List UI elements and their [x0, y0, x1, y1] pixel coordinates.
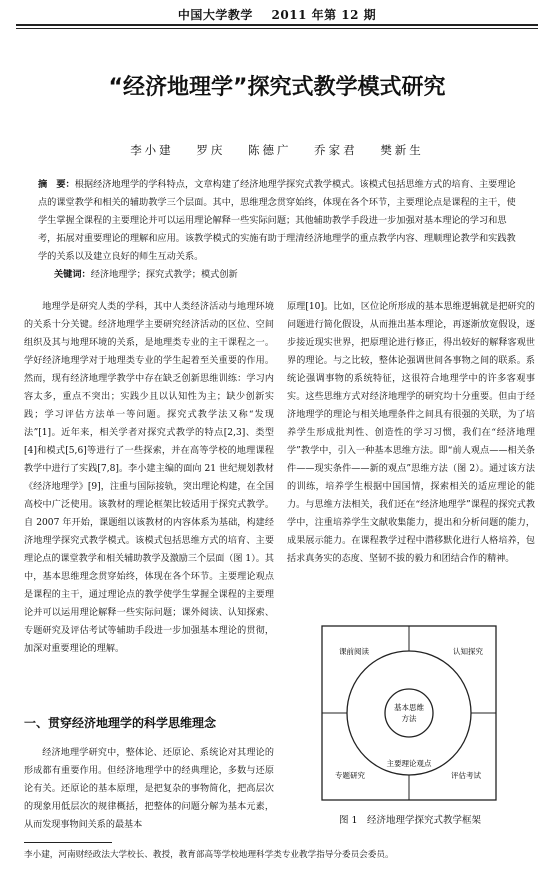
- section-heading: 一、贯穿经济地理学的科学思维理念: [24, 716, 217, 730]
- ring-label: 主要理论观点: [386, 759, 432, 768]
- journal-name: 中国大学教学: [177, 8, 253, 22]
- corner-label-assessment: 评估考试: [451, 771, 481, 780]
- corner-label-pre-reading: 课前阅读: [339, 647, 369, 656]
- author: 李小建: [130, 143, 174, 157]
- author: 罗庆: [196, 143, 226, 157]
- inner-circle: [385, 689, 433, 737]
- figure-caption: 图 1 经济地理学探究式教学框架: [338, 815, 482, 826]
- header-rule-thin: [16, 28, 538, 29]
- author: 樊新生: [380, 143, 424, 157]
- footnote-rule: [24, 842, 112, 843]
- author-list: [0, 142, 554, 158]
- journal-issue: 2011 年第 12 期: [271, 8, 377, 22]
- author-footnote: 李小建，河南财经政法大学校长、教授，教育部高等学校地理科学类专业教学指导分委员会委员。: [24, 850, 394, 860]
- keywords-text: 经济地理学；探究式教学；模式创新: [90, 269, 238, 280]
- corner-label-cognitive-inquiry: 认知探究: [453, 647, 483, 656]
- framework-diagram: [320, 624, 498, 802]
- right-paragraph: 原理[10]。比如，区位论所形成的基本思维逻辑就是把研究的问题进行简化假设，从而推出基本理论，再逐渐放宽假设，逐步接近现实世界，把原理论进行修正，得出较好的解释客观世界的理论。与之比较，整体论强调世间各事物之间的联系。系统论强调事物的系统特征，这很符合地理学中的许多客观事实。这些思维方式对经济地理学的研究均十分重要。但由于经济地理学的理论与相关地理条件之间具有很强的关联，为了培养学生形成批判性、创造性的学习习惯，我们在“经济地理学”教学中，引入一种基本思维方法。即“前人观点——相关条件——现实条件——新的观点”思维方法（图 2）。通过该方法的训练，培养学生根据中国国情，探索相关的适应理论的能力。与思维方法相关，我们还在“经济地理学”课程的探究式教学中，注重培养学生文献收集能力，提出和分析问题的能力，成果展示能力。在课程教学过程中潜移默化进行人格培养，包括求真务实的态度、坚韧不拔的毅力和团结合作的精神。: [287, 302, 535, 564]
- author: 乔家君: [314, 143, 358, 157]
- header-rule: [16, 24, 538, 26]
- intro-paragraph: 地理学是研究人类的学科，其中人类经济活动与地理环境的关系十分关键。经济地理学主要研究经济活动的区位、空间组织及其与地理环境的关系，是地理类专业的主干课程之一。学好经济地理学对于地理类专业的学生起着至关重要的作用。然而，现有经济地理学教学中存在缺乏创新思维训练：学习内容太多，重点不突出；实践少且以认知性为主；缺少创新实践；学习评估方法单一等问题。探究式教学法又称“发现法”[1]。近年来，相关学者对探究式教学的特点[2,3]、类型[4]和模式[5,6]等进行了一些探索，并在高等学校的地理课程教学中进行了实践[7,8]。李小建主编的面向 21 世纪规划教材《经济地理学》[9]，注重与国际接轨，突出理论构建，在全国高校中广泛使用。该教材的理论框架比较适用于探究式教学。自 2007 年开始，课题组以该教材的内容体系为基础，构建经济地理学探究式教学模式。该模式包括思维方式的培育、主要理论点的课堂教学和相关辅助教学及激励三个层面（图 1）。其中，基本思维理念贯穿始终，体现在各个环节。主要理论观点是课程的主干，通过理论点的教学使学生掌握全课程的主要理论并可以运用理论解释一些实际问题；课外阅读、认知探索、专题研究及评估考试等辅助手段进一步加强基本理论的贯彻，加深对重要理论的理解。: [24, 302, 274, 654]
- section-paragraph: 经济地理学研究中，整体论、还原论、系统论对其理论的形成都有重要作用。但经济地理学中的经典理论，多数与还原论有关。还原论的基本原理，是把复杂的事物简化，把高层次的现象用低层次的规律概括，把整体的问题分解为基本元素，从而发现事物间关系的最基本: [24, 748, 274, 830]
- keywords: [54, 266, 514, 280]
- left-column: [24, 298, 274, 658]
- abstract-label: 摘 要：: [38, 179, 75, 190]
- author: 陈德广: [248, 143, 292, 157]
- corner-label-special-research: 专题研究: [335, 771, 365, 780]
- figure-1-diagram: [320, 624, 498, 802]
- journal-header: [0, 6, 554, 23]
- center-label: 基本思维方法: [394, 703, 424, 723]
- keywords-label: 关键词：: [54, 269, 91, 280]
- article-title: “经济地理学”探究式教学模式研究: [108, 75, 446, 100]
- left-column-lower: [24, 744, 274, 834]
- abstract: [38, 176, 516, 266]
- abstract-text: 根据经济地理学的学科特点，文章构建了经济地理学探究式教学模式。该模式包括思维方式的培育、主要理论点的课堂教学和相关的辅助教学三个层面。其中，思维理念贯穿始终，体现在各个环节，主要理论点是课程的主干，使学生掌握全课程的主要理论并可以运用理论解释一些实际问题；其他辅助教学手段进一步加强对基本理论的学习和思考，拓展对重要理论的理解和应用。该教学模式的实施有助于理清经济地理学的重点教学内容、理顺理论教学和实践教学的关系以及建立良好的师生互动关系。: [38, 179, 516, 262]
- right-column: [287, 298, 535, 568]
